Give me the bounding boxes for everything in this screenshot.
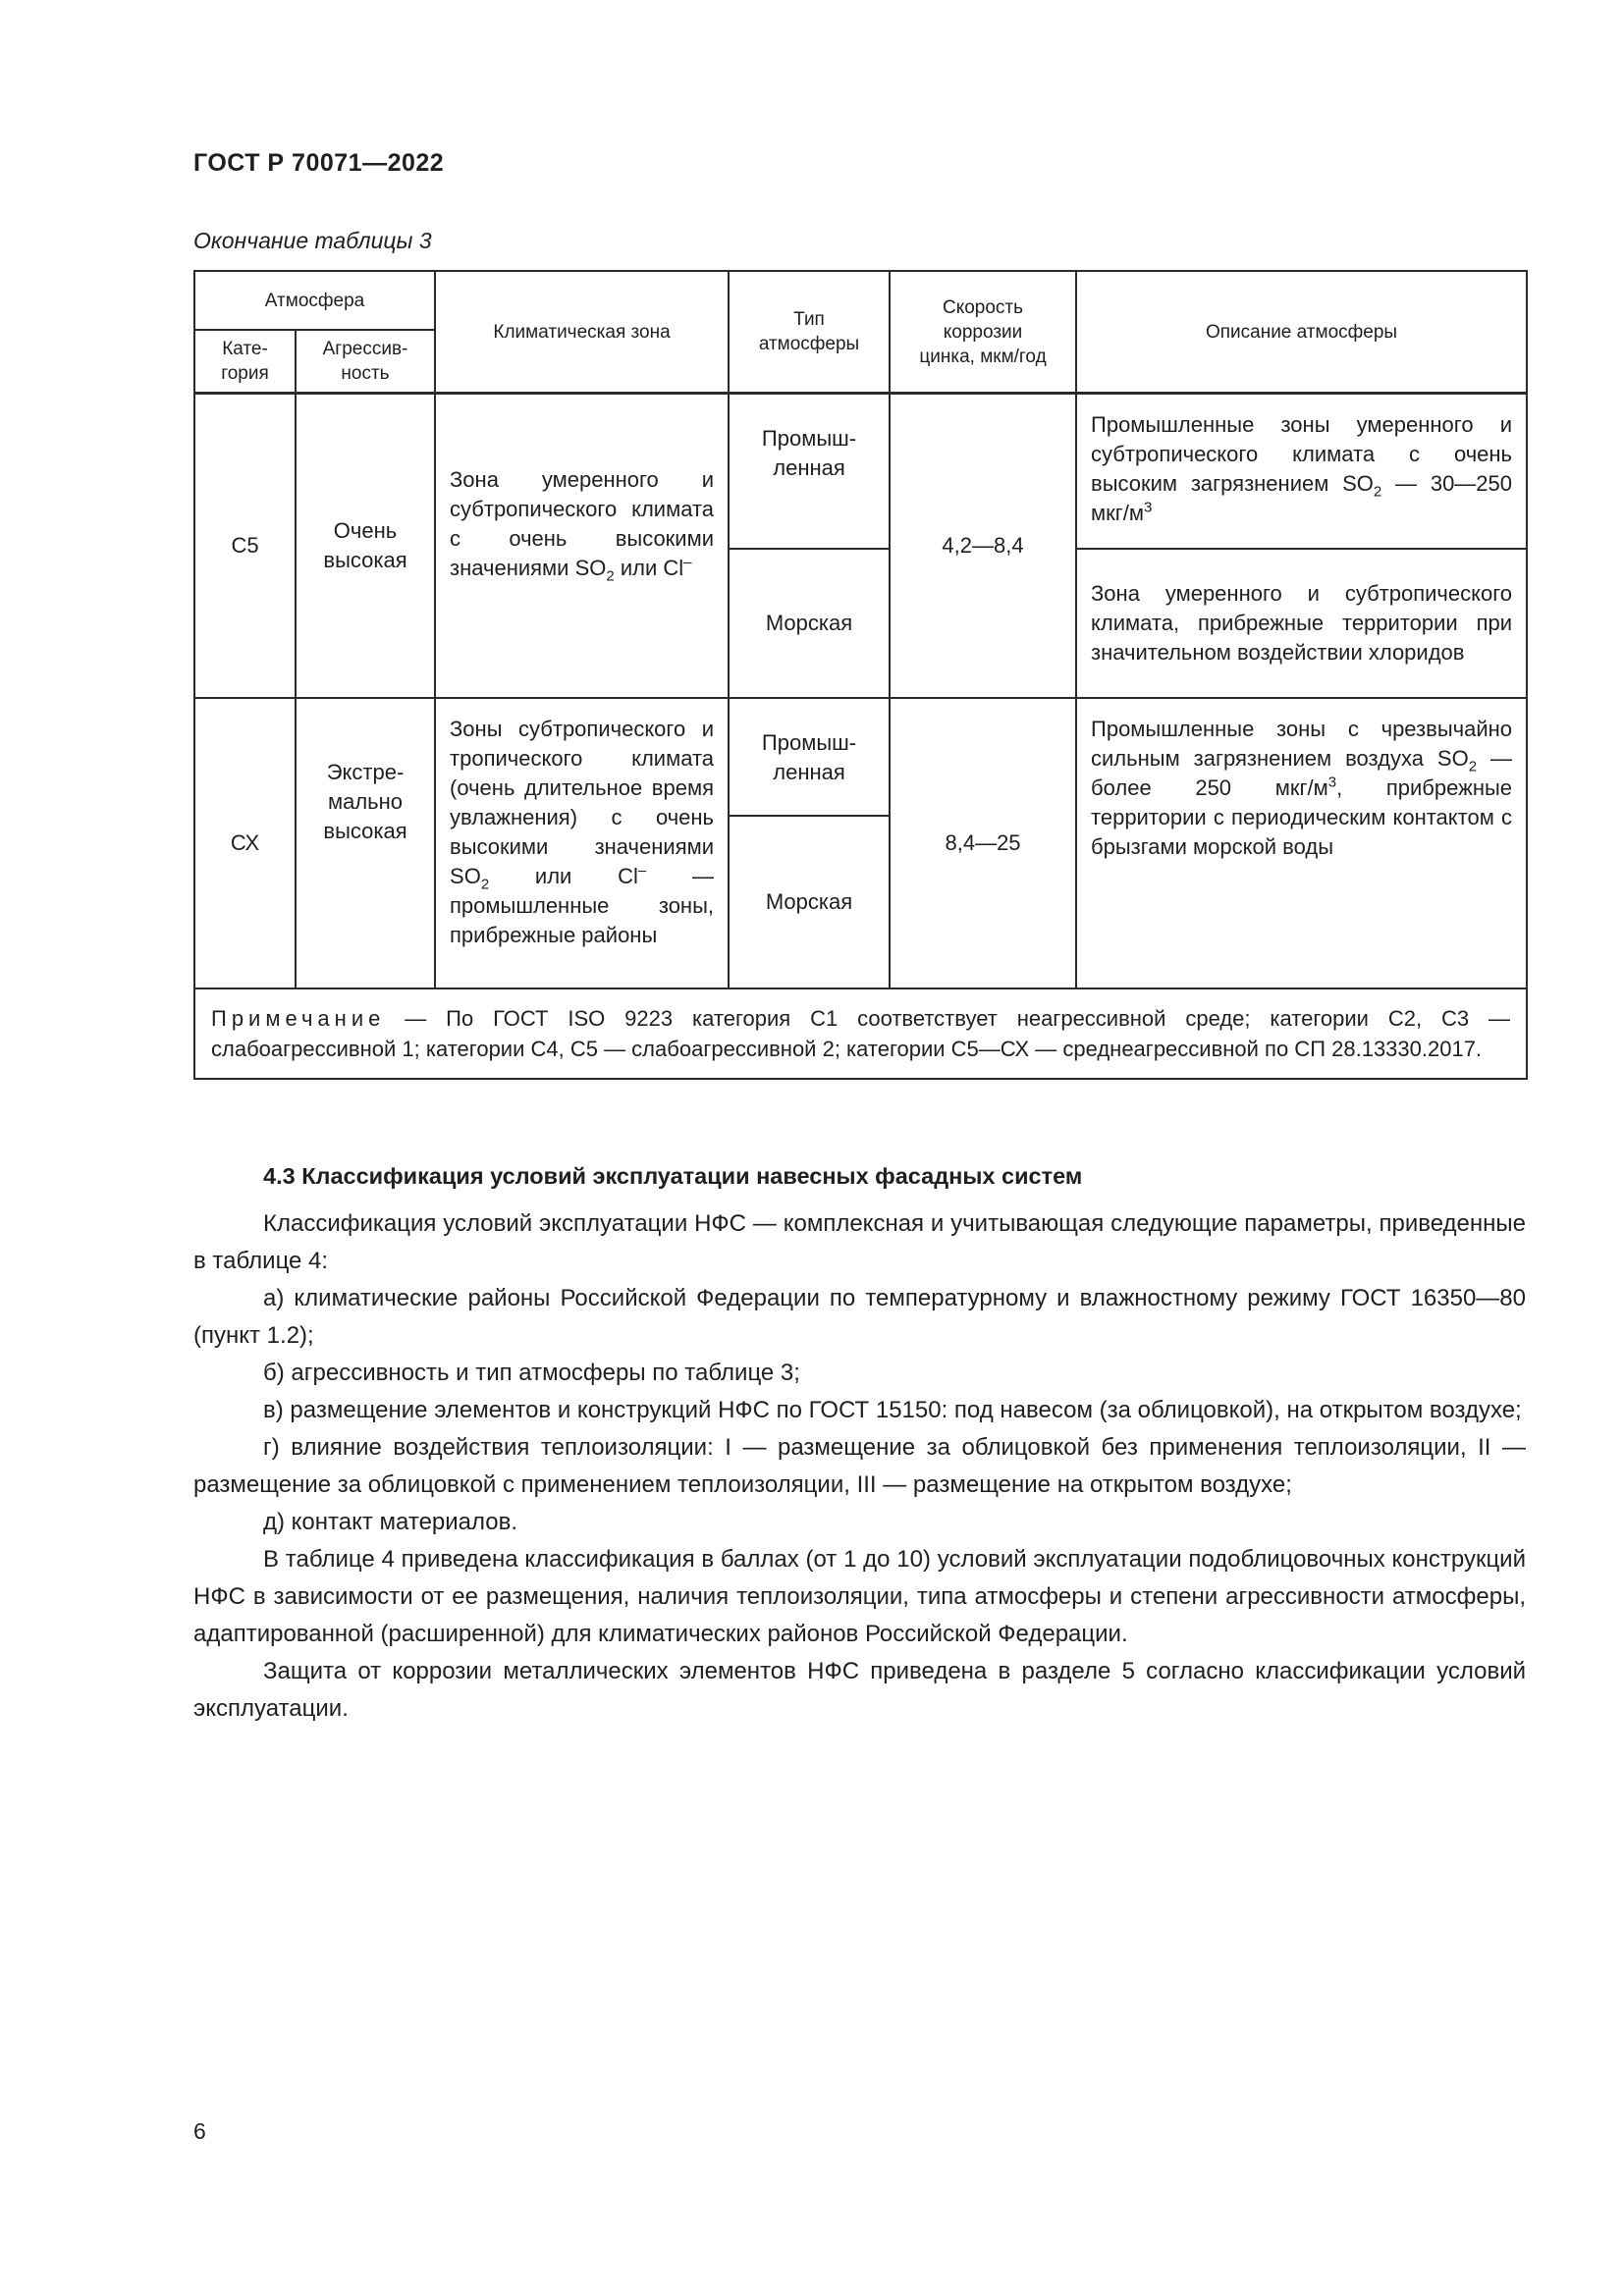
header-climate-zone: Климатическая зона: [435, 271, 729, 394]
section-heading: 4.3 Классификация условий эксплуатации навесных фасадных систем: [263, 1163, 1083, 1189]
paragraph: а) климатические районы Российской Федерации по температурному и влажностному режиму ГОСТ 16350—80 (пункт 1.2);: [193, 1285, 1526, 1349]
atmosphere-table: [193, 270, 1528, 1080]
aggressiveness-cell: Очень высокая: [296, 394, 435, 698]
header-description: Описание атмосферы: [1076, 271, 1527, 394]
table-note: Примечание — По ГОСТ ISO 9223 категория С1 соответствует неагрессивной среде; категории С2, С3 — слабоагрессивной 1; категории С4, С5 — слабоагрессивной 2; категории С5—СХ — среднеагрессивной по СП 28.13330.2017.: [194, 988, 1527, 1079]
atmosphere-type-cell: Промыш- ленная: [729, 698, 890, 816]
page-number: 6: [193, 2118, 206, 2144]
paragraph: В таблице 4 приведена классификация в баллах (от 1 до 10) условий эксплуатации подоблицовочных конструкций НФС в зависимости от ее размещения, наличия теплоизоляции, типа атмосферы и степени агрессивности атмосферы, адаптированной (расширенной) для климатических районов Российской Федерации.: [193, 1546, 1526, 1647]
paragraph: в) размещение элементов и конструкций НФС по ГОСТ 15150: под навесом (за облицовкой), на открытом воздухе;: [263, 1397, 1522, 1423]
table-row: [194, 698, 1527, 816]
aggressiveness-cell: Экстре- мально высокая: [296, 698, 435, 988]
header-corrosion-rate: Скорость коррозии цинка, мкм/год: [890, 271, 1076, 394]
atmosphere-type-cell: Морская: [729, 816, 890, 988]
table-row: [194, 394, 1527, 549]
paragraph: г) влияние воздействия теплоизоляции: I — размещение за облицовкой без применения теплоизоляции, II — размещение за облицовкой с применением теплоизоляции, III — размещение на открытом воздухе;: [193, 1434, 1526, 1498]
corrosion-rate-cell: 8,4—25: [890, 698, 1076, 988]
paragraph: Классификация условий эксплуатации НФС — комплексная и учитывающая следующие параметры, приведенные в таблице 4:: [193, 1210, 1526, 1274]
corrosion-rate-cell: 4,2—8,4: [890, 394, 1076, 698]
description-cell: Промышленные зоны умеренного и субтропического климата с очень высоким загрязнением $SO_2$ — 30—250 мкг/$м^3$: [1076, 394, 1527, 549]
atmosphere-type-cell: Промыш- ленная: [729, 394, 890, 549]
document-header: ГОСТ Р 70071—2022: [193, 149, 445, 177]
category-cell: С5: [194, 394, 296, 698]
climate-zone-cell: Зоны субтропического и тропического климата (очень длительное время увлажнения) с очень высокими значениями $SO_2$ или Cl– — промышленные зоны, прибрежные районы: [435, 698, 729, 988]
paragraph: Защита от коррозии металлических элементов НФС приведена в разделе 5 согласно классификации условий эксплуатации.: [193, 1658, 1526, 1722]
header-aggressiveness: Агрессив- ность: [296, 330, 435, 394]
header-atmosphere-type: Тип атмосферы: [729, 271, 890, 394]
body-text: [193, 1205, 1526, 1728]
paragraph: б) агрессивность и тип атмосферы по таблице 3;: [263, 1360, 800, 1386]
header-category: Кате- гория: [194, 330, 296, 394]
climate-zone-cell: Зона умеренного и субтропического климата с очень высокими значениями $SO_2$ или Cl–: [435, 394, 729, 698]
table-caption: Окончание таблицы 3: [193, 228, 432, 253]
table-note-row: [194, 988, 1527, 1079]
paragraph: д) контакт материалов.: [263, 1509, 518, 1535]
atmosphere-type-cell: Морская: [729, 549, 890, 698]
category-cell: СХ: [194, 698, 296, 988]
description-cell: Зона умеренного и субтропического климата, прибрежные территории при значительном воздействии хлоридов: [1076, 549, 1527, 698]
description-cell: Промышленные зоны с чрезвычайно сильным загрязнением воздуха $SO_2$ — более 250 мкг/$м^3$, прибрежные территории с периодическим контактом с брызгами морской воды: [1076, 698, 1527, 988]
header-atmosphere: Атмосфера: [194, 271, 435, 330]
